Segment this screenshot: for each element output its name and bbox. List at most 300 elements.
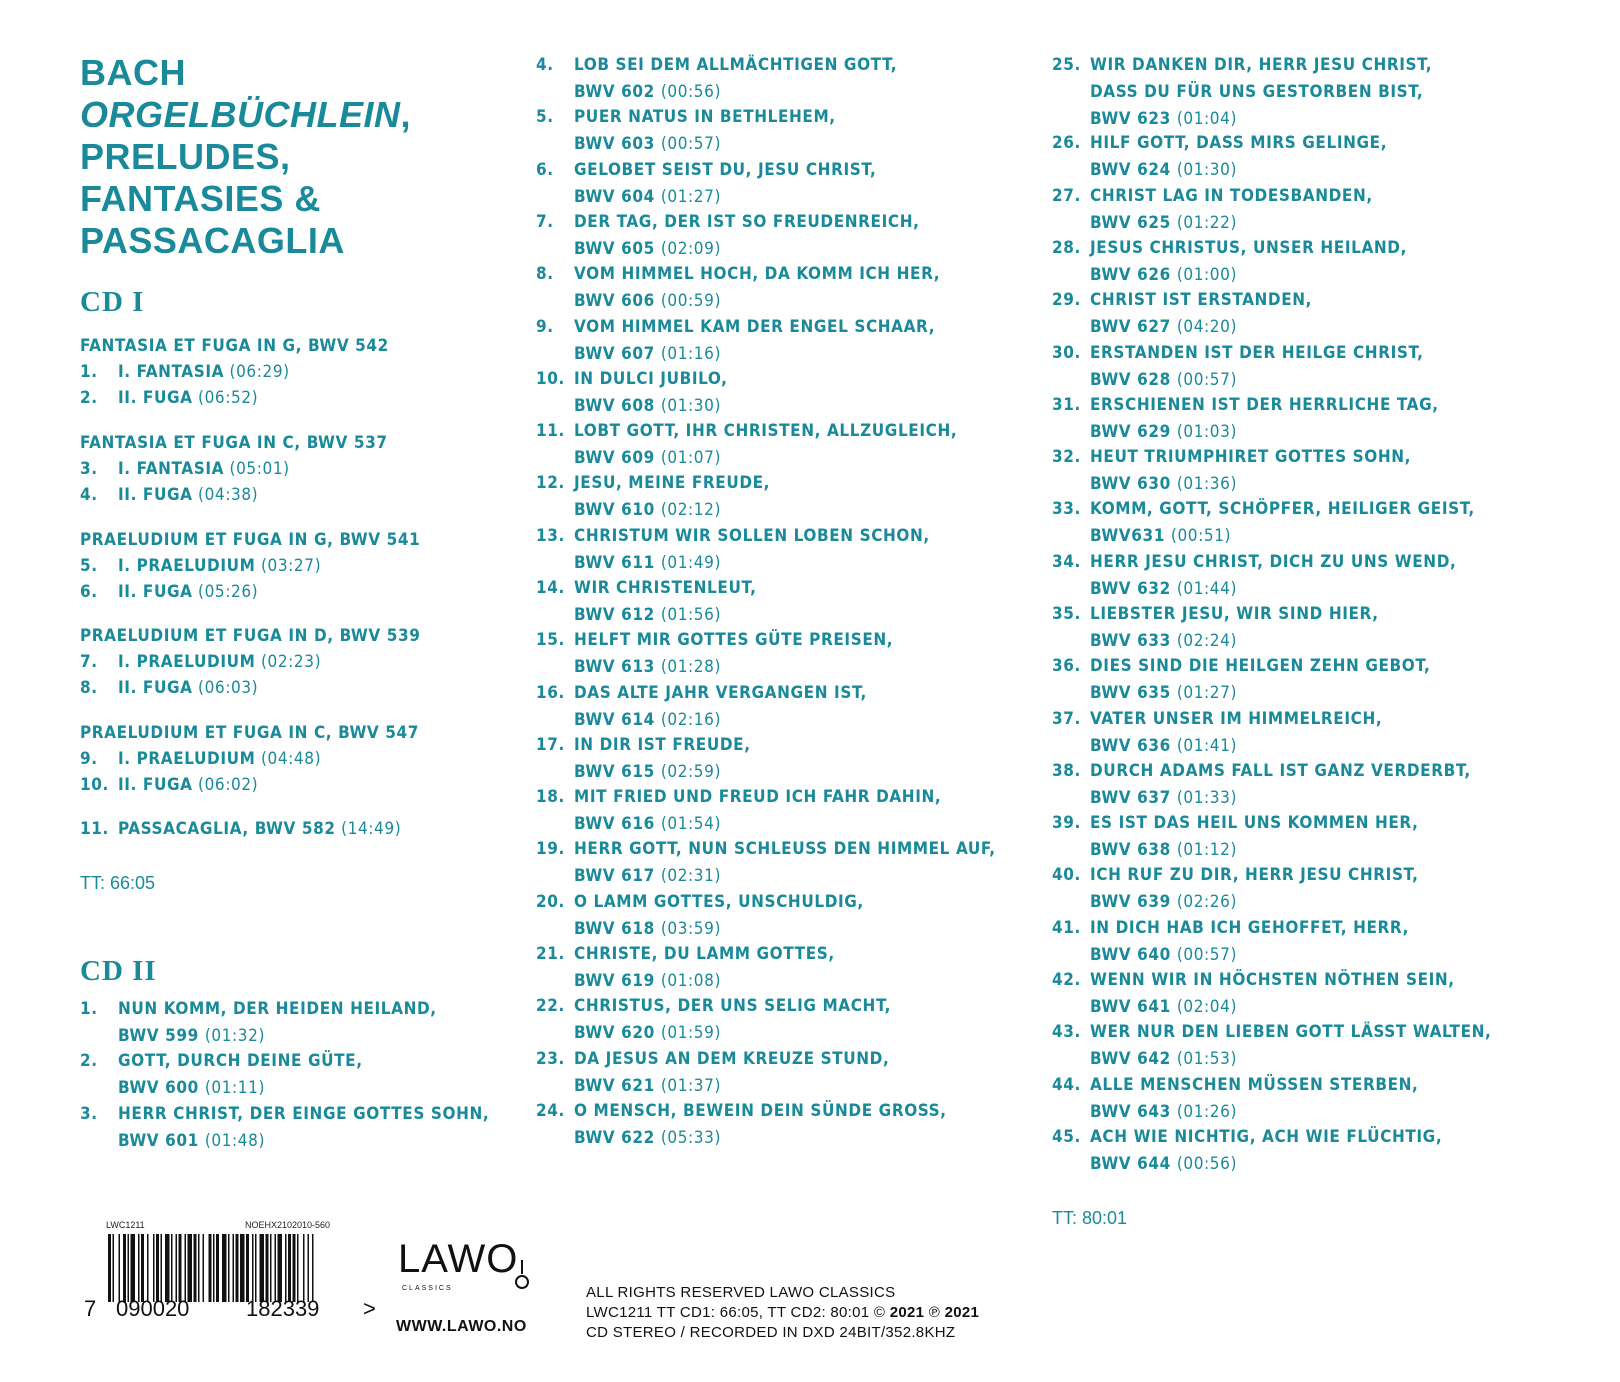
track-title: VOM HIMMEL HOCH, DA KOMM ICH HER, (574, 264, 941, 284)
barcode-bar (141, 1234, 144, 1302)
barcode-bar (270, 1234, 272, 1302)
barcode-bar (236, 1234, 239, 1302)
cd1-heading: CD I (80, 286, 145, 318)
barcode-bar (156, 1234, 159, 1302)
barcode-digit: 182339 (246, 1296, 320, 1321)
track-title: JESUS CHRISTUS, UNSER HEILAND, (1090, 238, 1408, 258)
track-title: HERR CHRIST, DER EINGE GOTTES SOHN, (118, 1104, 490, 1124)
track-title: WER NUR DEN LIEBEN GOTT LÄSST WALTEN, (1090, 1022, 1492, 1042)
track-title: O LAMM GOTTES, UNSCHULDIG, (574, 892, 864, 912)
lawo-logo (398, 1232, 548, 1308)
track-bwv (1090, 1099, 1237, 1126)
track-number: 6. (80, 582, 98, 602)
track-duration: (01:27) (660, 187, 722, 207)
track-bwv (574, 131, 721, 158)
track-duration: (04:38) (198, 485, 259, 505)
bwv-number: BWV 636 (1090, 736, 1171, 756)
track-number: 39. (1052, 813, 1081, 833)
track-duration: (05:33) (660, 1128, 722, 1148)
track-title: WIR DANKEN DIR, HERR JESU CHRIST, (1090, 55, 1433, 75)
track-number: 2. (80, 388, 98, 408)
barcode-bar (278, 1234, 283, 1302)
track-title: DA JESUS AN DEM KREUZE STUND, (574, 1049, 890, 1069)
track-title: O MENSCH, BEWEIN DEIN SÜNDE GROSS, (574, 1101, 947, 1121)
track-title: CHRIST LAG IN TODESBANDEN, (1090, 186, 1373, 206)
bwv-number: BWV 614 (574, 710, 655, 730)
bwv-number: BWV 599 (118, 1026, 199, 1046)
track-title: VOM HIMMEL KAM DER ENGEL SCHAAR, (574, 317, 936, 337)
track-duration: (05:26) (198, 582, 259, 602)
track-number: 19. (536, 839, 565, 859)
track-number: 18. (536, 787, 565, 807)
rights-block (586, 1283, 979, 1343)
track-title: I. PRAELUDIUM (118, 556, 256, 576)
barcode-bar (222, 1234, 227, 1302)
track-duration: (04:48) (260, 749, 322, 769)
track-duration: (01:59) (660, 1023, 722, 1043)
rights-line-2 (586, 1303, 979, 1323)
track-title: ERSCHIENEN IST DER HERRLICHE TAG, (1090, 395, 1439, 415)
track-number: 9. (80, 749, 98, 769)
barcode-bar (131, 1234, 136, 1302)
track-duration: (01:36) (1176, 474, 1238, 494)
track-number: 29. (1052, 290, 1081, 310)
track-duration: (03:59) (660, 919, 722, 939)
track-title: GOTT, DURCH DEINE GÜTE, (118, 1051, 363, 1071)
bwv-number: BWV 642 (1090, 1049, 1171, 1069)
track-number: 44. (1052, 1075, 1081, 1095)
barcode-bar (128, 1234, 130, 1302)
track-number: 23. (536, 1049, 565, 1069)
track-title: CHRIST IST ERSTANDEN, (1090, 290, 1313, 310)
title-comma: , (400, 94, 412, 135)
track-duration: (06:03) (198, 678, 259, 698)
website-link[interactable]: WWW.LAWO.NO (396, 1318, 527, 1335)
barcode-digit: 090020 (116, 1296, 190, 1321)
track-duration: (00:51) (1170, 526, 1232, 546)
track-title: PUER NATUS IN BETHLEHEM, (574, 107, 836, 127)
rights-line-1: ALL RIGHTS RESERVED LAWO CLASSICS (586, 1284, 896, 1301)
track-bwv (574, 811, 721, 838)
track-number: 20. (536, 892, 565, 912)
passacaglia-track (80, 819, 401, 839)
track-duration: (01:30) (660, 396, 722, 416)
track (80, 362, 290, 382)
bwv-number: BWV 616 (574, 814, 655, 834)
track-bwv (574, 863, 721, 890)
track-duration: (01:07) (660, 448, 722, 468)
track-title: VATER UNSER IM HIMMELREICH, (1090, 709, 1383, 729)
track-bwv (1090, 1046, 1237, 1073)
barcode-digit: 7 (84, 1296, 97, 1321)
track-title: II. FUGA (118, 388, 193, 408)
barcode-bar (260, 1234, 265, 1302)
track-bwv (1090, 367, 1237, 394)
barcode-bar (233, 1234, 235, 1302)
track-bwv (1090, 419, 1237, 446)
track-bwv (574, 968, 721, 995)
bwv-number: BWV 610 (574, 500, 655, 520)
barcode-bars (108, 1234, 368, 1302)
album-title (80, 52, 411, 262)
track-number: 3. (80, 1104, 98, 1124)
track-title: I. FANTASIA (118, 459, 225, 479)
work-title: PRAELUDIUM ET FUGA IN G, BWV 541 (80, 530, 421, 550)
barcode-bar (203, 1234, 205, 1302)
track-number: 14. (536, 578, 565, 598)
track-number: 28. (1052, 238, 1081, 258)
barcode-bar (228, 1234, 230, 1302)
track-duration: (01:00) (1176, 265, 1238, 285)
track-duration: (01:48) (204, 1131, 266, 1151)
track-duration: (00:56) (1176, 1154, 1238, 1174)
track-duration: (01:37) (660, 1076, 722, 1096)
track-duration: (01:04) (1176, 109, 1238, 129)
bwv-number: BWV 605 (574, 239, 655, 259)
barcode-bar (176, 1234, 178, 1302)
barcode-bar (123, 1234, 126, 1302)
track-duration: (01:22) (1176, 213, 1238, 233)
barcode-bar (303, 1234, 305, 1302)
track-duration: (14:49) (341, 819, 402, 839)
track-bwv (1090, 733, 1237, 760)
track-number: 22. (536, 996, 565, 1016)
bwv-number: BWV 617 (574, 866, 655, 886)
track-number: 2. (80, 1051, 98, 1071)
bwv-number: BWV 629 (1090, 422, 1171, 442)
track-bwv (1090, 837, 1237, 864)
title-line-2 (80, 94, 411, 136)
track-title: JESU, MEINE FREUDE, (574, 473, 771, 493)
track-bwv (574, 288, 721, 315)
track-bwv (1090, 942, 1237, 969)
barcode-bar (275, 1234, 277, 1302)
bwv-number: BWV 619 (574, 971, 655, 991)
track-duration: (01:03) (1176, 422, 1238, 442)
bwv-number: BWV 609 (574, 448, 655, 468)
track-number: 4. (536, 55, 554, 75)
track-title: I. PRAELUDIUM (118, 749, 256, 769)
track-title: LOBT GOTT, IHR CHRISTEN, ALLZUGLEICH, (574, 421, 958, 441)
track-number: 38. (1052, 761, 1081, 781)
barcode-bar (312, 1234, 314, 1302)
title-line-4: FANTASIES & (80, 178, 321, 219)
track-number: 17. (536, 735, 565, 755)
track-number: 24. (536, 1101, 565, 1121)
track-number: 3. (80, 459, 98, 479)
track-duration: (01:30) (1176, 160, 1238, 180)
bwv-number: BWV 600 (118, 1078, 199, 1098)
track-number: 43. (1052, 1022, 1081, 1042)
bwv-number: BWV 622 (574, 1128, 655, 1148)
track-number: 4. (80, 485, 98, 505)
track (80, 388, 258, 408)
track-bwv (574, 759, 721, 786)
track-title: HELFT MIR GOTTES GÜTE PREISEN, (574, 630, 894, 650)
track-duration: (02:23) (260, 652, 322, 672)
track-duration: (01:16) (660, 344, 722, 364)
track (80, 582, 258, 602)
logo-text: LAWO (398, 1237, 519, 1281)
track-duration: (02:16) (660, 710, 722, 730)
track-duration: (06:02) (198, 775, 259, 795)
track-title: ALLE MENSCHEN MÜSSEN STERBEN, (1090, 1075, 1419, 1095)
track-bwv (118, 1075, 265, 1102)
bwv-number: BWV 602 (574, 82, 655, 102)
work-title: PRAELUDIUM ET FUGA IN C, BWV 547 (80, 723, 420, 743)
lawo-logo-graphic (398, 1232, 548, 1304)
track-number: 7. (80, 652, 98, 672)
barcode-bar (209, 1234, 212, 1302)
phonogram-year: 2021 (944, 1304, 980, 1321)
track-number: 10. (536, 369, 565, 389)
track-bwv (118, 1023, 265, 1050)
track-duration: (02:24) (1176, 631, 1238, 651)
phonogram-symbol: ℗ (924, 1304, 945, 1321)
track-title: CHRISTUM WIR SOLLEN LOBEN SCHON, (574, 526, 930, 546)
track-number: 8. (80, 678, 98, 698)
track-duration: (01:41) (1176, 736, 1238, 756)
track-bwv (574, 184, 721, 211)
track-number: 27. (1052, 186, 1081, 206)
barcode-bar (179, 1234, 182, 1302)
track-bwv (1090, 628, 1237, 655)
barcode-bar (216, 1234, 219, 1302)
barcode-bar (240, 1234, 245, 1302)
track-number: 34. (1052, 552, 1081, 572)
track-title: II. FUGA (118, 775, 193, 795)
track-duration: (01:12) (1176, 840, 1238, 860)
barcode-bar (198, 1234, 200, 1302)
barcode-digit: > (363, 1296, 376, 1321)
track-title: II. FUGA (118, 582, 193, 602)
track-duration: (02:26) (1176, 892, 1238, 912)
barcode-bar (288, 1234, 291, 1302)
track-title: ERSTANDEN IST DER HEILGE CHRIST, (1090, 343, 1424, 363)
barcode-bar (293, 1234, 296, 1302)
bwv-number: BWV 611 (574, 553, 655, 573)
track-bwv (574, 497, 721, 524)
track-title: PASSACAGLIA, BWV 582 (118, 819, 336, 839)
track-duration: (01:08) (660, 971, 722, 991)
track-title-line-2: DASS DU FÜR UNS GESTORBEN BIST, (1090, 82, 1424, 102)
title-line-5: PASSACAGLIA (80, 220, 345, 261)
track-title: MIT FRIED UND FREUD ICH FAHR DAHIN, (574, 787, 942, 807)
track-duration: (01:26) (1176, 1102, 1238, 1122)
track-duration: (00:57) (1176, 370, 1238, 390)
barcode-bar (113, 1234, 115, 1302)
track-duration: (01:53) (1176, 1049, 1238, 1069)
track-number: 25. (1052, 55, 1081, 75)
track-title: GELOBET SEIST DU, JESU CHRIST, (574, 160, 877, 180)
track-bwv (1090, 471, 1237, 498)
track-number: 36. (1052, 656, 1081, 676)
bwv-number: BWV 620 (574, 1023, 655, 1043)
bwv-number: BWV 603 (574, 134, 655, 154)
track-duration: (01:11) (204, 1078, 266, 1098)
cd1-total-time: TT: 66:05 (80, 873, 156, 893)
track-number: 5. (80, 556, 98, 576)
bwv-number: BWV 623 (1090, 109, 1171, 129)
track-number: 31. (1052, 395, 1081, 415)
track-number: 42. (1052, 970, 1081, 990)
track-title: CHRISTE, DU LAMM GOTTES, (574, 944, 835, 964)
track-bwv (574, 1020, 721, 1047)
copyright-year: 2021 (889, 1304, 925, 1321)
track-bwv (574, 707, 721, 734)
track-title: NUN KOMM, DER HEIDEN HEILAND, (118, 999, 437, 1019)
track-title: HILF GOTT, DASS MIRS GELINGE, (1090, 133, 1388, 153)
track-title: HERR GOTT, NUN SCHLEUSS DEN HIMMEL AUF, (574, 839, 996, 859)
track-bwv (1090, 994, 1237, 1021)
track (80, 678, 258, 698)
track-title: IN DIR IST FREUDE, (574, 735, 751, 755)
bwv-number: BWV 624 (1090, 160, 1171, 180)
track-title: ES IST DAS HEIL UNS KOMMEN HER, (1090, 813, 1419, 833)
track-title: DAS ALTE JAHR VERGANGEN IST, (574, 683, 867, 703)
track (80, 556, 321, 576)
track-bwv (1090, 785, 1237, 812)
track-title: IN DICH HAB ICH GEHOFFET, HERR, (1090, 918, 1410, 938)
bwv-number: BWV 639 (1090, 892, 1171, 912)
track-bwv (1090, 106, 1237, 133)
track-duration: (01:49) (660, 553, 722, 573)
track-number: 1. (80, 362, 98, 382)
barcode-bar (252, 1234, 254, 1302)
track-bwv (118, 1128, 265, 1155)
track-title: LOB SEI DEM ALLMÄCHTIGEN GOTT, (574, 55, 898, 75)
track-number: 8. (536, 264, 554, 284)
bwv-number: BWV 643 (1090, 1102, 1171, 1122)
track-number: 7. (536, 212, 554, 232)
track-bwv (574, 79, 721, 106)
track-duration: (00:57) (660, 134, 722, 154)
track-number: 9. (536, 317, 554, 337)
barcode-bar (138, 1234, 140, 1302)
track-title: II. FUGA (118, 678, 193, 698)
track-number: 45. (1052, 1127, 1081, 1147)
bwv-number: BWV 606 (574, 291, 655, 311)
track-bwv (574, 550, 721, 577)
track-duration: (02:12) (660, 500, 722, 520)
track-duration: (05:01) (229, 459, 290, 479)
barcode-bar (119, 1234, 121, 1302)
track-duration: (01:54) (660, 814, 722, 834)
track-title: DER TAG, DER IST SO FREUDENREICH, (574, 212, 920, 232)
track (80, 459, 290, 479)
barcode-bar (297, 1234, 299, 1302)
track-duration: (00:56) (660, 82, 722, 102)
barcode-bar (185, 1234, 187, 1302)
track-duration: (02:04) (1176, 997, 1238, 1017)
track-number: 13. (536, 526, 565, 546)
track-number: 40. (1052, 865, 1081, 885)
track-bwv (1090, 314, 1237, 341)
track-bwv (574, 916, 721, 943)
bwv-number: BWV 625 (1090, 213, 1171, 233)
bwv-number: BWV 601 (118, 1131, 199, 1151)
work-title: FANTASIA ET FUGA IN C, BWV 537 (80, 433, 388, 453)
title-line-3: PRELUDES, (80, 136, 291, 177)
bwv-number: BWV 613 (574, 657, 655, 677)
track-duration: (02:59) (660, 762, 722, 782)
track-number: 15. (536, 630, 565, 650)
bwv-number: BWV 641 (1090, 997, 1171, 1017)
track-bwv (574, 393, 721, 420)
track (80, 652, 321, 672)
bwv-number: BWV 608 (574, 396, 655, 416)
track-bwv (574, 341, 721, 368)
track-bwv (1090, 576, 1237, 603)
track-number: 16. (536, 683, 565, 703)
track-duration: (01:56) (660, 605, 722, 625)
track-bwv (574, 1073, 721, 1100)
track-title: LIEBSTER JESU, WIR SIND HIER, (1090, 604, 1379, 624)
track-title: II. FUGA (118, 485, 193, 505)
track-duration: (04:20) (1176, 317, 1238, 337)
barcode-bar (165, 1234, 170, 1302)
track-title: I. FANTASIA (118, 362, 225, 382)
barcode-bar (285, 1234, 287, 1302)
track-bwv (1090, 210, 1237, 237)
track-bwv (1090, 889, 1237, 916)
barcode-bar (147, 1234, 149, 1302)
track-bwv (1090, 1151, 1237, 1178)
track-number: 11. (536, 421, 565, 441)
bwv-number: BWV 633 (1090, 631, 1171, 651)
track-number: 35. (1052, 604, 1081, 624)
cd2-total-time: TT: 80:01 (1052, 1208, 1128, 1228)
bwv-number: BWV 638 (1090, 840, 1171, 860)
track-number: 21. (536, 944, 565, 964)
barcode-bar (188, 1234, 193, 1302)
track-duration: (01:33) (1176, 788, 1238, 808)
track-duration: (03:27) (260, 556, 322, 576)
bwv-number: BWV 640 (1090, 945, 1171, 965)
track-duration: (00:57) (1176, 945, 1238, 965)
bwv-number: BWV 635 (1090, 683, 1171, 703)
track (80, 749, 321, 769)
barcode-bar (255, 1234, 257, 1302)
track (80, 775, 258, 795)
track-title: IN DULCI JUBILO, (574, 369, 728, 389)
rights-line-3: CD STEREO / RECORDED IN DXD 24BIT/352.8KHZ (586, 1324, 956, 1341)
bwv-number: BWV 604 (574, 187, 655, 207)
rights-catalog: LWC1211 TT CD1: 66:05, TT CD2: 80:01 © (586, 1304, 890, 1321)
bwv-number: BWV 630 (1090, 474, 1171, 494)
bwv-number: BWV 628 (1090, 370, 1171, 390)
track-number: 32. (1052, 447, 1081, 467)
track-title: HEUT TRIUMPHIRET GOTTES SOHN, (1090, 447, 1412, 467)
bwv-number: BWV 632 (1090, 579, 1171, 599)
track-title: HERR JESU CHRIST, DICH ZU UNS WEND, (1090, 552, 1457, 572)
composer: BACH (80, 52, 186, 93)
track-duration: (01:32) (204, 1026, 266, 1046)
barcode-catalog-label: LWC1211 (106, 1220, 145, 1230)
bwv-number: BWV 637 (1090, 788, 1171, 808)
bwv-number: BWV 626 (1090, 265, 1171, 285)
track-title: CHRISTUS, DER UNS SELIG MACHT, (574, 996, 891, 1016)
barcode-bar (161, 1234, 163, 1302)
barcode-bar (194, 1234, 197, 1302)
track-bwv (1090, 262, 1237, 289)
track-duration: (02:31) (660, 866, 722, 886)
track-title: WIR CHRISTENLEUT, (574, 578, 757, 598)
bwv-number: BWV 615 (574, 762, 655, 782)
barcode-bar (266, 1234, 269, 1302)
track-number: 33. (1052, 499, 1081, 519)
track-number: 6. (536, 160, 554, 180)
